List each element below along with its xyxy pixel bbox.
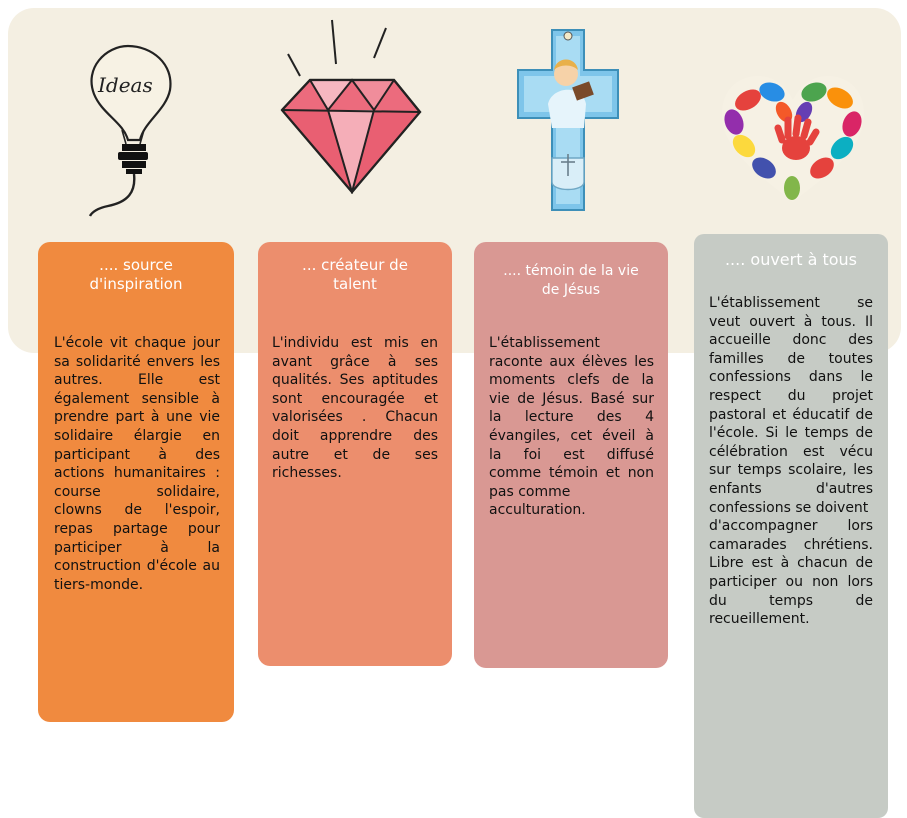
bulb-idea-text: Ideas [98,73,153,97]
card-body: L'école vit chaque jour sa solidarité envers les autres. Elle est également sensible à prendre part à une vie solidaire élargie en participant à des actions humanitaires : course solidaire, clowns de l'espoir, repas partage pour participer à la construction d'école au tiers-monde. [54,335,220,593]
card-ouvert-a-tous [694,234,888,818]
card-source-inspiration [38,242,234,722]
card-title: .... source d'inspiration [89,256,183,293]
card-temoin-vie-jesus [474,242,668,668]
cross-icon [512,26,624,216]
card-body: L'établissement raconte aux élèves les moments clefs de la vie de Jésus. Basé sur la lecture des 4 évangiles, cet éveil à la foi est diffusé comme témoin et non pas comme acculturation. [489,335,654,519]
card-title: .... ouvert à tous [724,250,858,269]
card-body: L'établissement se veut ouvert à tous. Il accueille donc des familles de toutes confessions dans le respect du projet pastoral et éducatif de l'école. Si le temps de célébration est vécu sur temps scolaire, les enfants d'autres confessions se doivent d'accompagner lors camarades chrétiens. Libre est à chacun de participer ou non lors du temps de recueillement. [709,295,873,628]
lightbulb-idea-icon [78,40,188,220]
card-body: L'individu est mis en avant grâce à ses qualités. Ses aptitudes sont encouragée et valorisées . Chacun doit apprendre des autre et de ses richesses. [272,335,438,482]
card-createur-talent [258,242,452,666]
card-title: ... créateur de talent [302,256,408,293]
diamond-icon [270,14,430,194]
card-title: .... témoin de la vie de Jésus [503,263,639,298]
heart-hands-icon [718,70,868,210]
